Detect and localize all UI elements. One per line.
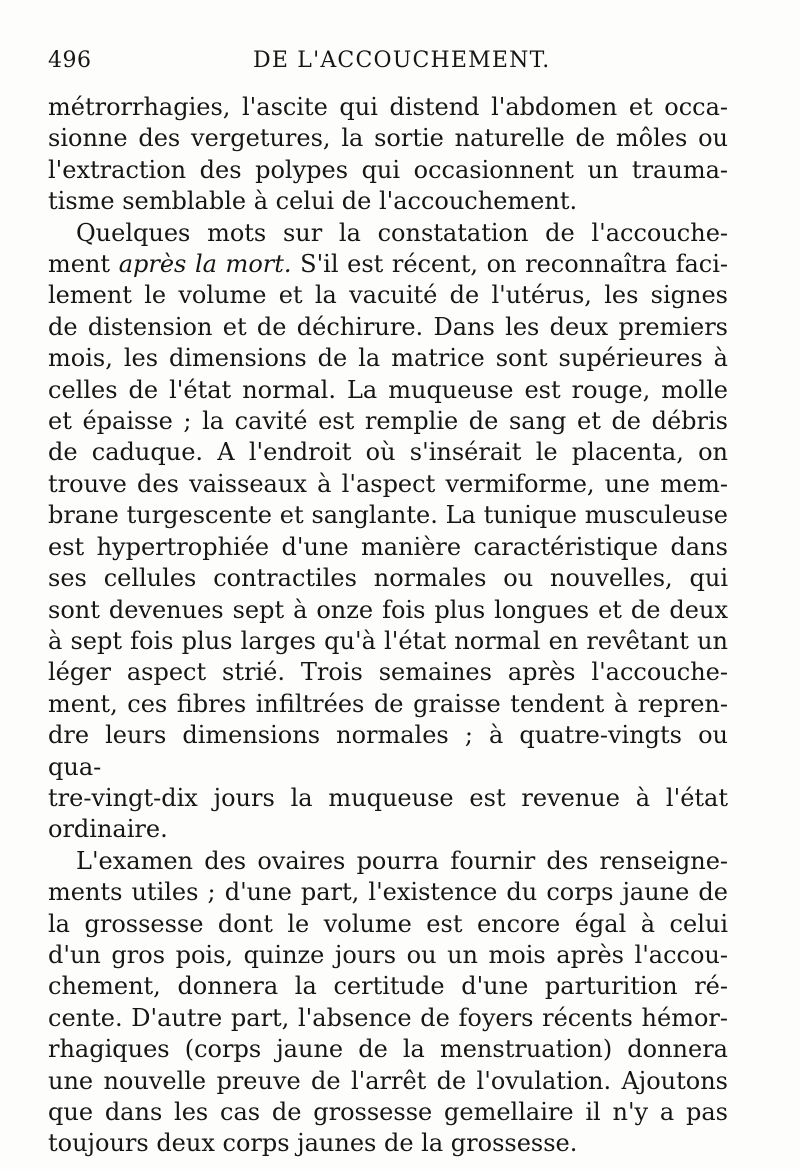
text-line: ments utiles ; d'une part, l'existence du corps jaune de xyxy=(48,878,728,907)
text-line: une nouvelle preuve de l'arrêt de l'ovulation. Ajoutons xyxy=(48,1066,728,1095)
text-line: toujours deux corps jaunes de la grossesse. xyxy=(48,1129,578,1158)
text-line: ment, ces fibres infiltrées de graisse tendent à repren- xyxy=(48,689,728,718)
text-line: à sept fois plus larges qu'à l'état normal en revêtant un xyxy=(48,626,728,655)
text-line: brane turgescente et sanglante. La tunique musculeuse xyxy=(48,501,728,530)
text-line: léger aspect strié. Trois semaines après l'accouche- xyxy=(48,658,728,687)
text-line: métrorrhagies, l'ascite qui distend l'abdomen et occa- xyxy=(48,93,728,121)
text-line xyxy=(48,249,728,280)
text-line: ses cellules contractiles normales ou nouvelles, qui xyxy=(48,564,728,593)
text-line: dre leurs dimensions normales ; à quatre-vingts ou qua- xyxy=(48,721,728,781)
text-line: rhagiques (corps jaune de la menstruation) donnera xyxy=(48,1035,728,1064)
page-number: 496 xyxy=(48,48,92,73)
text-line: celles de l'état normal. La muqueuse est rouge, molle xyxy=(48,375,728,404)
text-line: chement, donnera la certitude d'une parturition ré- xyxy=(48,972,728,1001)
text-line: de distension et de déchirure. Dans les deux premiers xyxy=(48,312,728,341)
text-line: lement le volume et la vacuité de l'utérus, les signes xyxy=(48,281,728,310)
text-line: Quelques mots sur la constatation de l'accouche- xyxy=(76,218,728,247)
text-line: d'un gros pois, quinze jours ou un mois après l'accou- xyxy=(48,940,728,969)
text-line: tisme semblable à celui de l'accouchement. xyxy=(48,187,578,216)
text-line: tre-vingt-dix jours la muqueuse est revenue à l'état xyxy=(48,783,728,812)
text-line: de caduque. A l'endroit où s'insérait le placenta, on xyxy=(48,438,728,467)
text-line: mois, les dimensions de la matrice sont supérieures à xyxy=(48,344,728,373)
text-line: sont devenues sept à onze fois plus longues et de deux xyxy=(48,595,728,624)
text-line: la grossesse dont le volume est encore égal à celui xyxy=(48,909,728,938)
text-line: ordinaire. xyxy=(48,815,168,844)
text-line: que dans les cas de grossesse gemellaire il n'y a pas xyxy=(48,1098,728,1126)
text-line: sionne des vergetures, la sortie naturelle de môles ou xyxy=(48,124,728,153)
text-line: cente. D'autre part, l'absence de foyers récents hémor- xyxy=(48,1003,728,1032)
running-title: DE L'ACCOUCHEMENT. xyxy=(253,48,551,73)
text-line: l'extraction des polypes qui occasionnent un trauma- xyxy=(48,155,728,184)
body-text xyxy=(48,92,728,1160)
page-header xyxy=(48,44,728,78)
text-segment: S'il est récent, on reconnaîtra faci- xyxy=(300,250,729,279)
text-segment: ment xyxy=(48,250,111,279)
text-line: et épaisse ; la cavité est remplie de sang et de débris xyxy=(48,407,728,436)
text-line: L'examen des ovaires pourra fournir des renseigne- xyxy=(76,846,728,875)
text-line: trouve des vaisseaux à l'aspect vermiforme, une mem- xyxy=(48,469,728,498)
italic-phrase: après la mort. xyxy=(118,250,292,279)
text-line: est hypertrophiée d'une manière caractéristique dans xyxy=(48,532,728,561)
